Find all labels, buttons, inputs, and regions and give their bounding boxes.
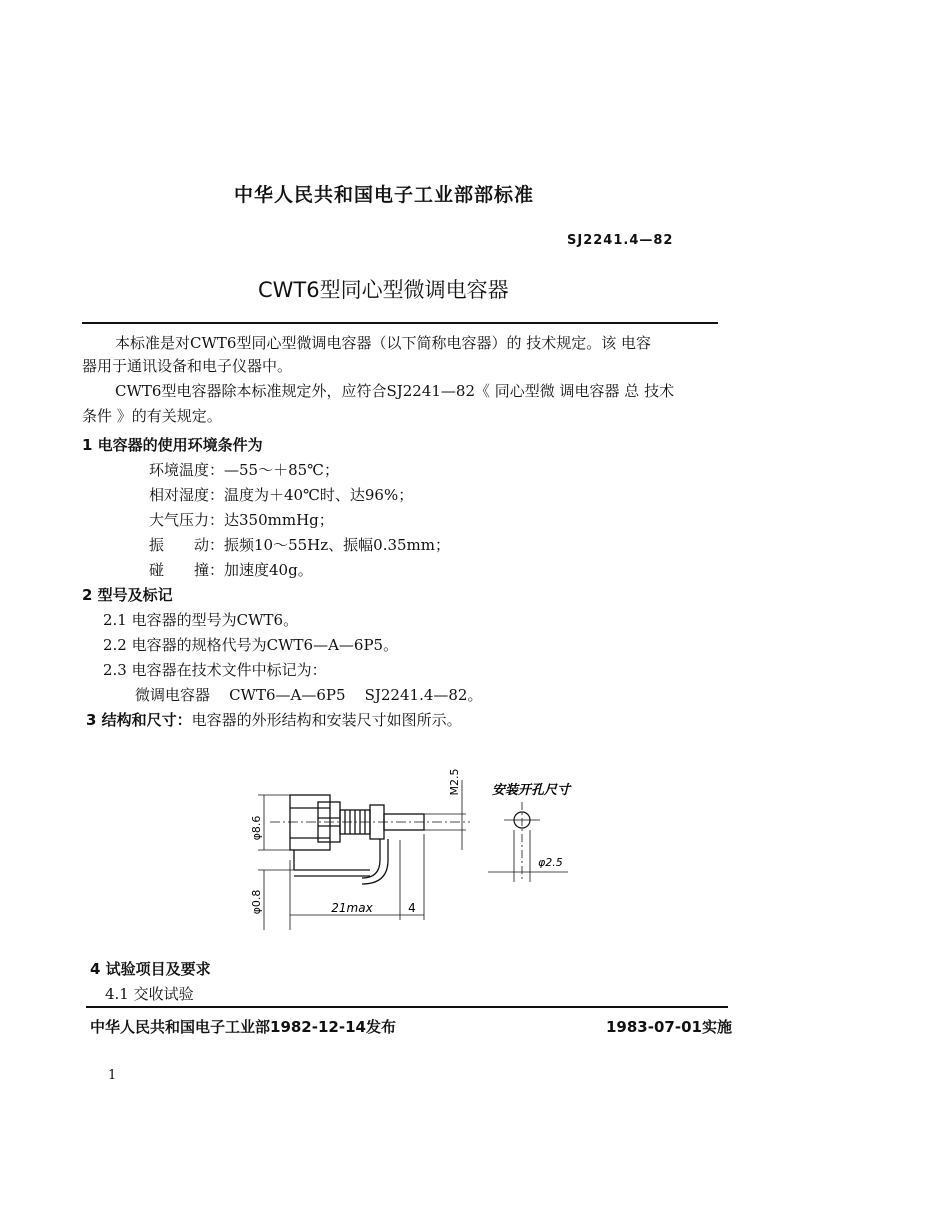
standard-number: SJ2241.4—82 [567, 233, 674, 248]
item-2-1: 2.1 电容器的型号为CWT6。 [103, 611, 299, 629]
section4-heading: 4 试验项目及要求 [90, 960, 211, 978]
issued-date: 中华人民共和国电子工业部1982-12-14发布 [90, 1018, 396, 1036]
intro-p2-line2: 条件 》的有关规定。 [82, 407, 222, 425]
env-pressure: 大气压力：达350mmHg； [149, 511, 334, 529]
env-temperature: 环境温度：—55～＋85℃； [149, 461, 339, 479]
page-number: 1 [108, 1068, 117, 1083]
dim-thread-label: M2.5 [448, 768, 461, 796]
dim-lead-label: φ0.8 [250, 889, 263, 915]
item-4-1: 4.1 交收试验 [105, 985, 194, 1003]
intro-p1-line1: 本标准是对CWT6型同心型微调电容器（以下简称电容器）的 技术规定。该 电容 [115, 334, 651, 352]
item-2-3: 2.3 电容器在技术文件中标记为： [103, 661, 327, 679]
section3-text: 电容器的外形结构和安装尺寸如图所示。 [191, 711, 462, 729]
mounting-hole-drawing [480, 770, 580, 890]
dim-length-label: 21max [331, 901, 373, 915]
section2-heading: 2 型号及标记 [82, 586, 173, 604]
footer-divider [86, 1006, 728, 1008]
org-title: 中华人民共和国电子工业部部标准 [234, 184, 535, 206]
dim-short-label: 4 [408, 901, 416, 915]
section1-heading: 1 电容器的使用环境条件为 [82, 436, 263, 454]
effective-date: 1983-07-01实施 [606, 1018, 732, 1036]
intro-p2-line1: CWT6型电容器除本标准规定外，应符合SJ2241—82《 同心型微 调电容器 总 技术 [115, 382, 675, 400]
env-humidity: 相对湿度：温度为＋40℃时、达96%； [149, 486, 414, 504]
intro-p1-line2: 器用于通讯设备和电子仪器中。 [82, 357, 293, 375]
mount-title: 安装开孔尺寸 [492, 783, 571, 798]
dim-diameter-label: φ8.6 [250, 815, 263, 841]
item-2-2: 2.2 电容器的规格代号为CWT6—A—6P5。 [103, 636, 399, 654]
env-vibration: 振 动：振频10～55Hz、振幅0.35mm； [149, 536, 451, 554]
title-divider [82, 322, 718, 324]
document-title: CWT6型同心型微调电容器 [258, 278, 509, 302]
section3-heading: 3 结构和尺寸： [86, 711, 192, 729]
dim-hole-label: φ2.5 [538, 856, 563, 869]
marking-example: 微调电容器 CWT6—A—6P5 SJ2241.4—82。 [135, 686, 483, 704]
section3 [86, 709, 462, 731]
env-impact: 碰 撞：加速度40g。 [149, 561, 313, 579]
